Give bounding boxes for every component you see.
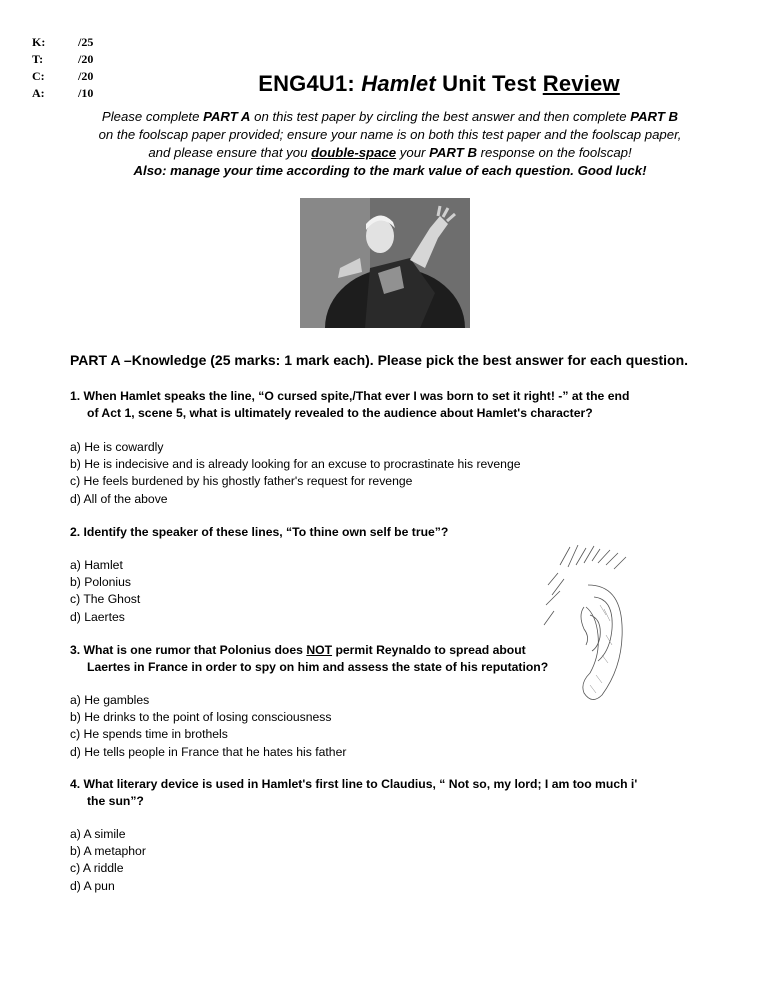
title-underlined: Review bbox=[542, 71, 620, 96]
instructions-line-2: on the foolscap paper provided; ensure your name is on both this test paper and the foolscap paper, bbox=[98, 127, 682, 142]
question-text-continued: the sun”? bbox=[87, 794, 144, 808]
option-d[interactable]: d) All of the above bbox=[70, 491, 168, 506]
question-text: 1. When Hamlet speaks the line, “O cursed spite,/That ever I was born to set it right! -” at the end bbox=[70, 389, 630, 403]
option-d[interactable]: d) He tells people in France that he hates his father bbox=[70, 744, 347, 759]
question-1 bbox=[70, 388, 670, 422]
question-text: 4. What literary device is used in Hamlet's first line to Claudius, “ Not so, my lord; I am too much i' bbox=[70, 777, 638, 791]
option-c[interactable]: c) The Ghost bbox=[70, 592, 141, 607]
instructions-line-4: Also: manage your time according to the mark value of each question. Good luck! bbox=[133, 163, 647, 178]
text-run: and please ensure that you bbox=[148, 145, 312, 160]
question-4 bbox=[70, 776, 670, 810]
title-work: Hamlet bbox=[361, 71, 436, 96]
option-b[interactable]: b) He is indecisive and is already looking for an excuse to procrastinate his revenge bbox=[70, 457, 521, 472]
text-run: response on the foolscap! bbox=[476, 145, 632, 160]
text-run: your bbox=[396, 145, 430, 160]
option-a[interactable]: a) Hamlet bbox=[70, 558, 123, 572]
text-run-bold: PART B bbox=[429, 145, 477, 160]
text-run-bold: PART A bbox=[203, 109, 251, 124]
text-run-bold: PART B bbox=[630, 109, 679, 124]
option-d[interactable]: d) A pun bbox=[70, 878, 115, 893]
ear-sketch-illustration bbox=[540, 545, 640, 705]
hamlet-photo bbox=[300, 198, 470, 328]
title-course: ENG4U1: bbox=[258, 71, 362, 96]
question-text: 2. Identify the speaker of these lines, “To thine own self be true”? bbox=[70, 525, 449, 539]
instructions bbox=[60, 108, 720, 180]
part-a-heading: PART A –Knowledge (25 marks: 1 mark each). Please pick the best answer for each question. bbox=[70, 352, 689, 368]
question-2-options bbox=[70, 557, 140, 626]
mark-value: /20 bbox=[78, 52, 94, 66]
option-c[interactable]: c) He feels burdened by his ghostly father's request for revenge bbox=[70, 474, 413, 489]
question-4-options bbox=[70, 826, 146, 895]
text-run: 3. What is one rumor that Polonius does bbox=[70, 643, 307, 657]
option-a[interactable]: a) He gambles bbox=[70, 693, 150, 707]
question-text bbox=[70, 642, 670, 659]
question-3-options bbox=[70, 692, 346, 761]
text-run-underlined: NOT bbox=[306, 643, 333, 657]
question-text-continued: Laertes in France in order to spy on him and assess the state of his reputation? bbox=[87, 660, 549, 674]
mark-value: /25 bbox=[78, 35, 94, 49]
option-b[interactable]: b) He drinks to the point of losing consciousness bbox=[70, 710, 332, 725]
text-run: permit Reynaldo to spread about bbox=[332, 643, 526, 657]
mark-label: C: bbox=[32, 69, 45, 83]
title-middle: Unit Test bbox=[435, 71, 543, 96]
mark-label: T: bbox=[32, 52, 44, 66]
question-text-continued: of Act 1, scene 5, what is ultimately revealed to the audience about Hamlet's character? bbox=[87, 406, 593, 420]
text-run: Please complete bbox=[101, 109, 204, 124]
question-1-options bbox=[70, 439, 521, 508]
page-title bbox=[0, 71, 768, 97]
option-a[interactable]: a) A simile bbox=[70, 827, 126, 841]
option-b[interactable]: b) Polonius bbox=[70, 575, 131, 590]
instructions-line-1 bbox=[60, 108, 720, 126]
option-c[interactable]: c) A riddle bbox=[70, 861, 124, 876]
mark-value: /20 bbox=[78, 69, 94, 83]
text-run-underlined: double-space bbox=[311, 145, 397, 160]
mark-value: /10 bbox=[78, 86, 94, 100]
mark-row-t bbox=[32, 51, 93, 68]
mark-row-k bbox=[32, 34, 93, 51]
option-c[interactable]: c) He spends time in brothels bbox=[70, 727, 228, 742]
question-2 bbox=[70, 524, 670, 541]
instructions-line-3 bbox=[60, 144, 720, 162]
question-3 bbox=[70, 642, 670, 676]
option-b[interactable]: b) A metaphor bbox=[70, 844, 146, 859]
mark-label: K: bbox=[32, 35, 46, 49]
mark-label: A: bbox=[32, 86, 45, 100]
text-run: on this test paper by circling the best answer and then complete bbox=[250, 109, 631, 124]
option-d[interactable]: d) Laertes bbox=[70, 609, 125, 624]
option-a[interactable]: a) He is cowardly bbox=[70, 440, 164, 454]
